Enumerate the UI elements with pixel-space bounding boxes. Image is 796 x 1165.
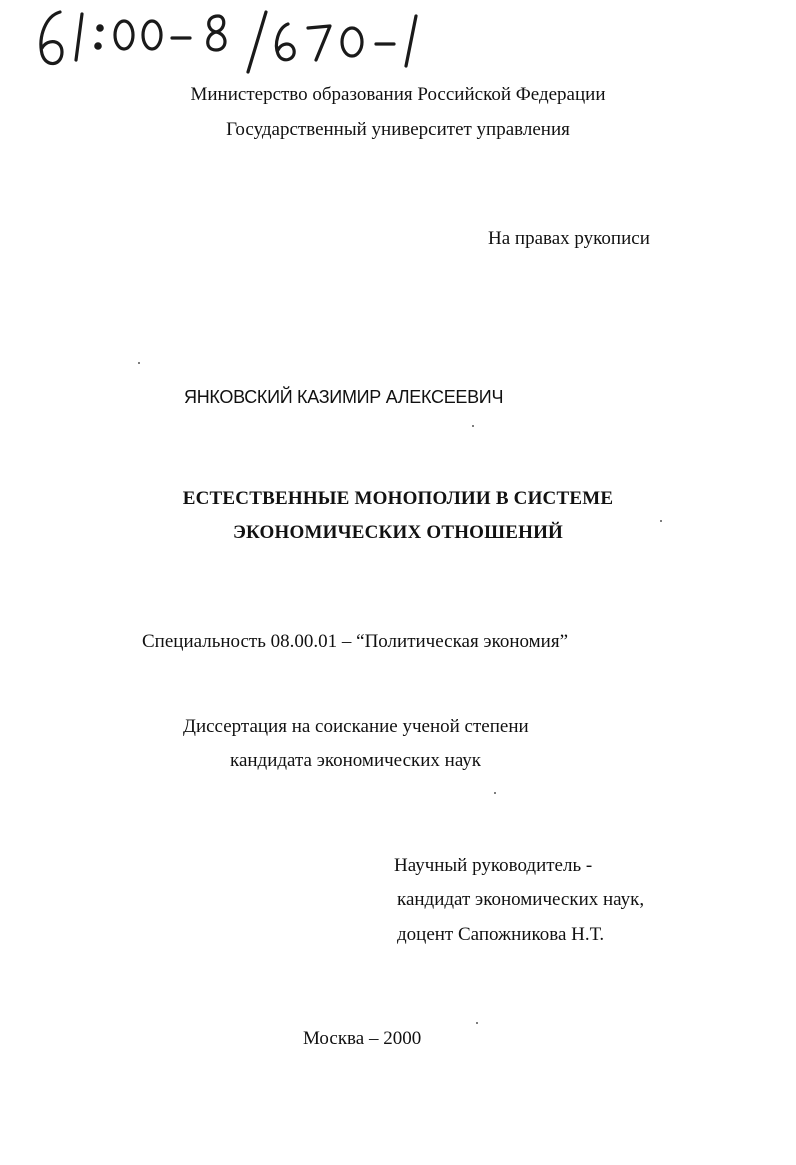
city-year: Москва – 2000 <box>303 1028 422 1049</box>
dissertation-title-line-1: ЕСТЕСТВЕННЫЕ МОНОПОЛИИ В СИСТЕМЕ <box>182 488 614 509</box>
university-heading: Государственный университет управления <box>226 119 570 140</box>
supervisor-line-1: Научный руководитель - <box>394 855 593 876</box>
scan-speck <box>476 1022 478 1024</box>
ministry-heading: Министерство образования Российской Федерации <box>190 84 606 105</box>
supervisor-line-3: доцент Сапожникова Н.Т. <box>397 924 605 945</box>
degree-line-1: Диссертация на соискание ученой степени <box>183 716 529 737</box>
rights-note: На правах рукописи <box>488 228 650 249</box>
dissertation-title-line-2: ЭКОНОМИЧЕСКИХ ОТНОШЕНИЙ <box>232 522 564 543</box>
scan-speck <box>472 425 474 427</box>
handwritten-archive-code <box>20 2 440 82</box>
specialty-line: Специальность 08.00.01 – “Политическая экономия” <box>142 631 569 652</box>
supervisor-line-2: кандидат экономических наук, <box>397 889 645 910</box>
scan-speck <box>138 362 140 364</box>
scan-speck <box>660 520 662 522</box>
scan-speck <box>494 792 496 794</box>
degree-line-2: кандидата экономических наук <box>230 750 482 771</box>
author-name: ЯНКОВСКИЙ КАЗИМИР АЛЕКСЕЕВИЧ <box>184 387 504 407</box>
